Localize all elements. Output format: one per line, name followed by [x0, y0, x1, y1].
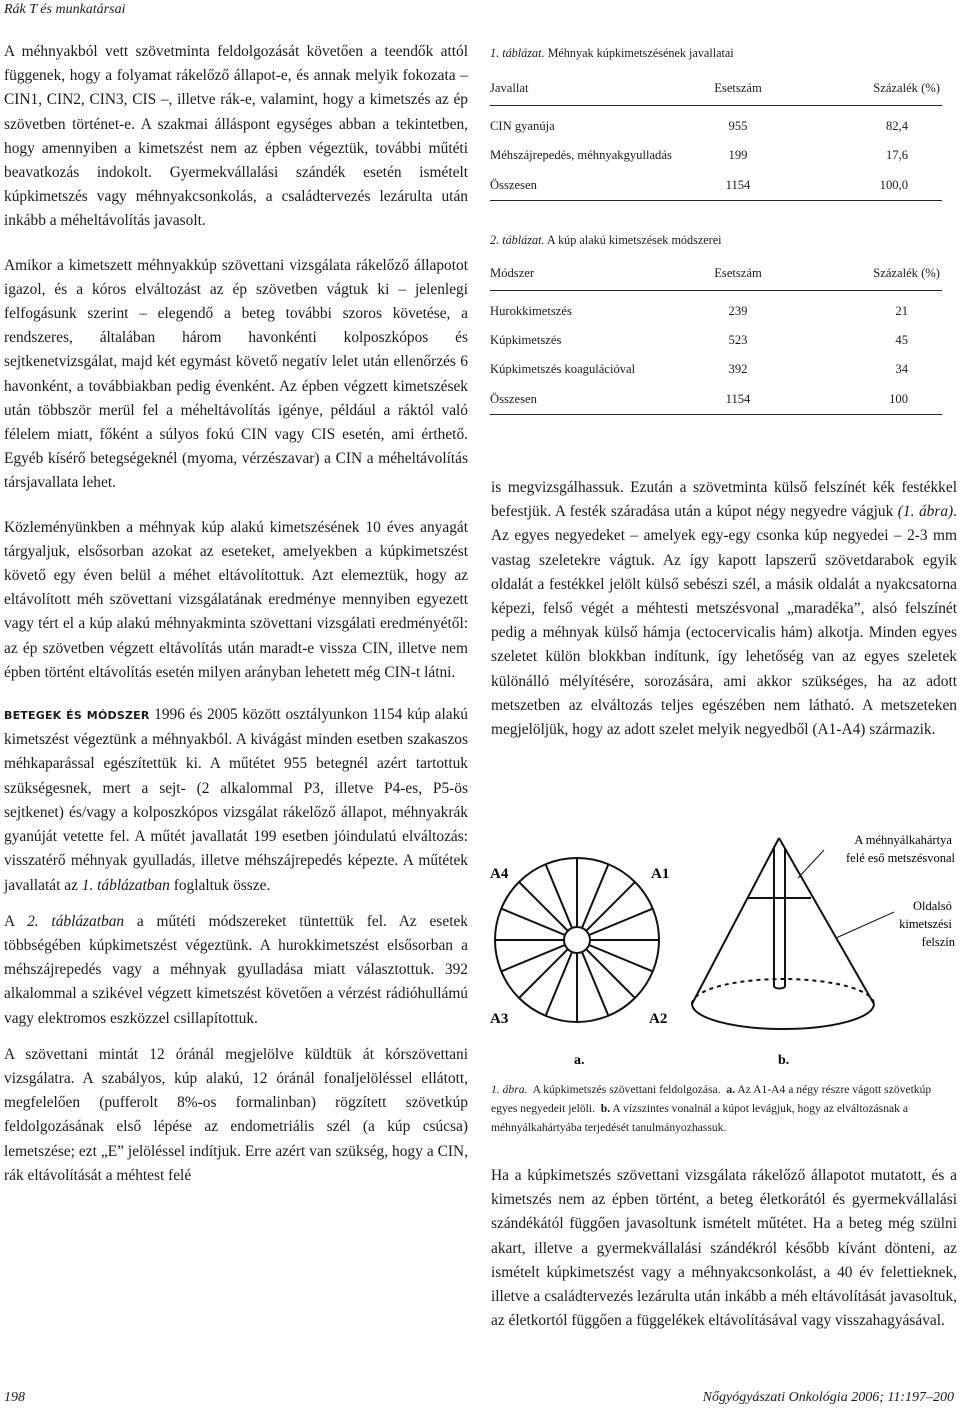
- table-row: CIN gyanúja 955 82,4: [490, 119, 908, 133]
- paragraph-reoperation: Ha a kúpkimetszés szövettani vizsgálata rákelőző állapotot mutatott, és a kimetszés nem az épben történt, a beteg életkorától és gyermekvállalási szándékától függően javasoltunk ismételt műtétet. Ha a beteg még szülni akart, illetve a gyermekvállalási szándékról később kívánt dönteni, az ismételt kúpkimetszést vagy a méhnyakcsonkolást, a 40 év felettieknek, illetve a családtervezés lezárulta után inkább a méh eltávolítását javasoltuk, az életkortól függően a függelékek eltávolításával vagy visszahagyásával.: [491, 1167, 957, 1330]
- table-row: Összesen 1154 100,0: [490, 170, 942, 201]
- section-heading-methods: BETEGEK ÉS MÓDSZER: [4, 709, 150, 723]
- paragraph-processing: A szövettani mintát 12 óránál megjelölve küldtük át kórszövettani vizsgálatra. A szabályos, kúp alakú, 12 óránál fonaljelöléssel ellátott, megfelelően (pufferolt 8%-os formalinban) rögzített szövetkúp feldolgozásának első lépése az endometriális szél (a kúp csúcsa) lemetszése; ezt „E” jelöléssel indítjuk. Erre azért van szükség, hogy a CIN, rák eltávolítását a méhtest felé: [4, 1045, 468, 1184]
- cervical-canal-hole: [564, 927, 590, 953]
- right-tables: [490, 46, 958, 415]
- paragraph-intro: A méhnyakból vett szövetminta feldolgozását követően a teendők attól függenek, hogy a folyamat rákelőző állapot-e, és annak melyik fokozata – CIN1, CIN2, CIN3, CIS –, illetve rák-e, valamint, hogy a kimetszés az ép szövetben történet-e. A szakmai álláspont egységes abban a tekintetben, hogy amennyiben a kimetszést nem az épben végeztük, további műtéti beavatkozás indokolt. Gyermekvállalási szándék esetén ismételt kúpkimetszés vagy méhnyakcsonkolás, a családtervezés lezárulta után inkább a méheltávolítás javasolt.: [4, 43, 468, 230]
- table-reference: 2. táblázatban: [27, 912, 125, 930]
- table1-caption: 1. táblázat. Méhnyak kúpkimetszésének javallatai: [490, 46, 734, 60]
- table-row: Kúpkimetszés 523 45: [490, 333, 908, 347]
- annotation-lateral-surface: Oldalsó kimetszési felszín: [899, 899, 955, 949]
- right-column-text-2: [491, 1164, 957, 1333]
- table-reference: 1. táblázatban: [81, 876, 170, 894]
- table-row: Méhszájrepedés, méhnyakgyulladás 199 17,6: [490, 148, 908, 162]
- table-row: Összesen 1154 100: [490, 384, 942, 415]
- table-header-row: Javallat Esetszám Százalék (%): [490, 71, 942, 106]
- label-a2: A2: [649, 1011, 668, 1027]
- right-column-text: [491, 476, 957, 742]
- figure-1-caption: 1. ábra. A kúpkimetszés szövettani feldolgozása. a. Az A1-A4 a négy részre vágott szövetkúp egyes negyedeit jelöli. b. A vízszintes vonalnál a kúpot levágjuk, hogy az elváltozásnak a méhnyálkahártyába terjedését tanulmányozhassuk.: [491, 1083, 932, 1134]
- table2: [490, 256, 942, 415]
- table-row: Hurokkimetszés 239 21: [490, 304, 908, 318]
- figure-reference: (1. ábra): [897, 503, 954, 521]
- leader-line-top: [798, 850, 824, 878]
- paragraph-followup: Amikor a kimetszett méhnyakkúp szövettani vizsgálata rákelőző állapotot igazol, és a kóros elváltozást az ép szövetben vágtuk ki – jelenlegi felfogásunk szerint – elegendő a beteg további szoros követése, a rendszeres, általában három havonkénti kolposzkópos és sejtkenetvizsgálat, majd két egymást követő negatív lelet után ellenőrzés 6 havonként, a továbbiakban pedig évenként. Az épben végzett kimetszések után többször merül fel a méheltávolítás igénye, például a ráktól való félelem miatt, főként a súlyos fokú CIN vagy CIS esetén, ami érthető. Egyéb kísérő betegségeknél (myoma, vérzészavar) a CIN a méheltávolítás társjavallata lehet.: [4, 256, 468, 492]
- leader-line-side: [836, 912, 894, 938]
- annotation-mucosa-margin: A méhnyálkahártya felé eső metszésvonal: [846, 833, 955, 865]
- page-number: 198: [4, 1390, 25, 1405]
- paragraph-slicing: is megvizsgálhassuk. Ezután a szövetminta külső felszínét kék festékkel befestjük. A festék száradása után a kúpot négy negyedre vágjuk (1. ábra). Az egyes negyedeket – amelyek egy-egy csonka kúp negyedei – 2-3 mm vastag szeletekre vágtuk. Az így kapott lapszerű szövetdarabok egyik oldalát a festékkel jelölt külső sebészi szél, a másik oldalát a nyakcsatorna képezi, felső végét a méhtesti metszésvonal „maradéka”, alsó felszínét pedig a méhnyak külső hámja (ectocervicalis hám) alkotja. Minden egyes szeletet külön blokkban indítunk, így lehetőség van az egyes szeletek különálló mélyítésére, sorozására, ami akkor szükséges, ha az adott metszetben az elváltozás teljes egészében nem látható. A metszeteken megjelöljük, hogy az adott szelet melyik negyedből (A1-A4) származik.: [491, 479, 958, 739]
- running-header: Rák T és munkatársai: [4, 2, 126, 17]
- table-row: Kúpkimetszés koagulációval 392 34: [490, 362, 908, 376]
- panel-label-a: a.: [574, 1053, 585, 1068]
- label-a3: A3: [490, 1011, 509, 1027]
- label-a1: A1: [651, 866, 670, 882]
- table-header-row: Módszer Esetszám Százalék (%): [490, 256, 942, 291]
- paragraph-techniques: A 2. táblázatban a műtéti módszereket tüntettük fel. Az esetek többségében kúpkimetszést végeztünk. A hurokkimetszést elsősorban a méhszájrepedés vagy a méhnyak gyulladása miatt választottuk. 392 alkalommal a szikével végzett kimetszést követően a vérzést rádióhullámú vagy elektromos eszközzel csillapítottuk.: [4, 912, 468, 1027]
- panel-label-b: b.: [778, 1053, 790, 1068]
- paragraph-aim: Közleményünkben a méhnyak kúp alakú kimetszésének 10 éves anyagát tárgyaljuk, elsősorban azokat az eseteket, amelyekben a kúpkimetszést követő egy éven belül a méhet eltávolítottuk. Azt elemeztük, hogy az eltávolított méh szövettani vizsgálatának eredménye mennyiben egyezett vagy tért el a kúp alakú méhnyakminta szövettani vizsgálati eredményétől: az ép szövetben végzett eltávolítás után maradt-e vissza CIN, illetve nem épben történt eltávolítás esetén milyen arányban lehetett még CIN-t látni.: [4, 518, 468, 681]
- figure-1-cone-diagram: [486, 826, 960, 1076]
- paragraph-methods: BETEGEK ÉS MÓDSZER 1996 és 2005 között osztályunkon 1154 kúp alakú kimetszést végeztünk a méhnyakból. A kivágást minden esetben szakaszos méhkaparással egészítettük ki. A műtétet 955 betegnél azért tartottuk szükségesnek, mert a sejt- (2 alkalommal P3, illetve P4-es, P5-ös sejtkenet) és/vagy a kolposzkópos vizsgálat rákelőző állapot, méhnyakrák gyanúját vetette fel. A műtét javallatát 199 esetben jóindulatú elváltozás: visszatérő méhnyak gyulladás, illetve méhszájrepedés képezte. A műtétek javallatát az 1. táblázatban foglaltuk össze.: [4, 706, 468, 894]
- table2-caption: 2. táblázat. A kúp alakú kimetszések módszerei: [490, 233, 722, 247]
- journal-citation: Nőgyógyászati Onkológia 2006; 11:197–200: [702, 1390, 954, 1405]
- label-a4: A4: [490, 866, 509, 882]
- table1: [490, 71, 942, 201]
- left-column: [4, 40, 468, 1206]
